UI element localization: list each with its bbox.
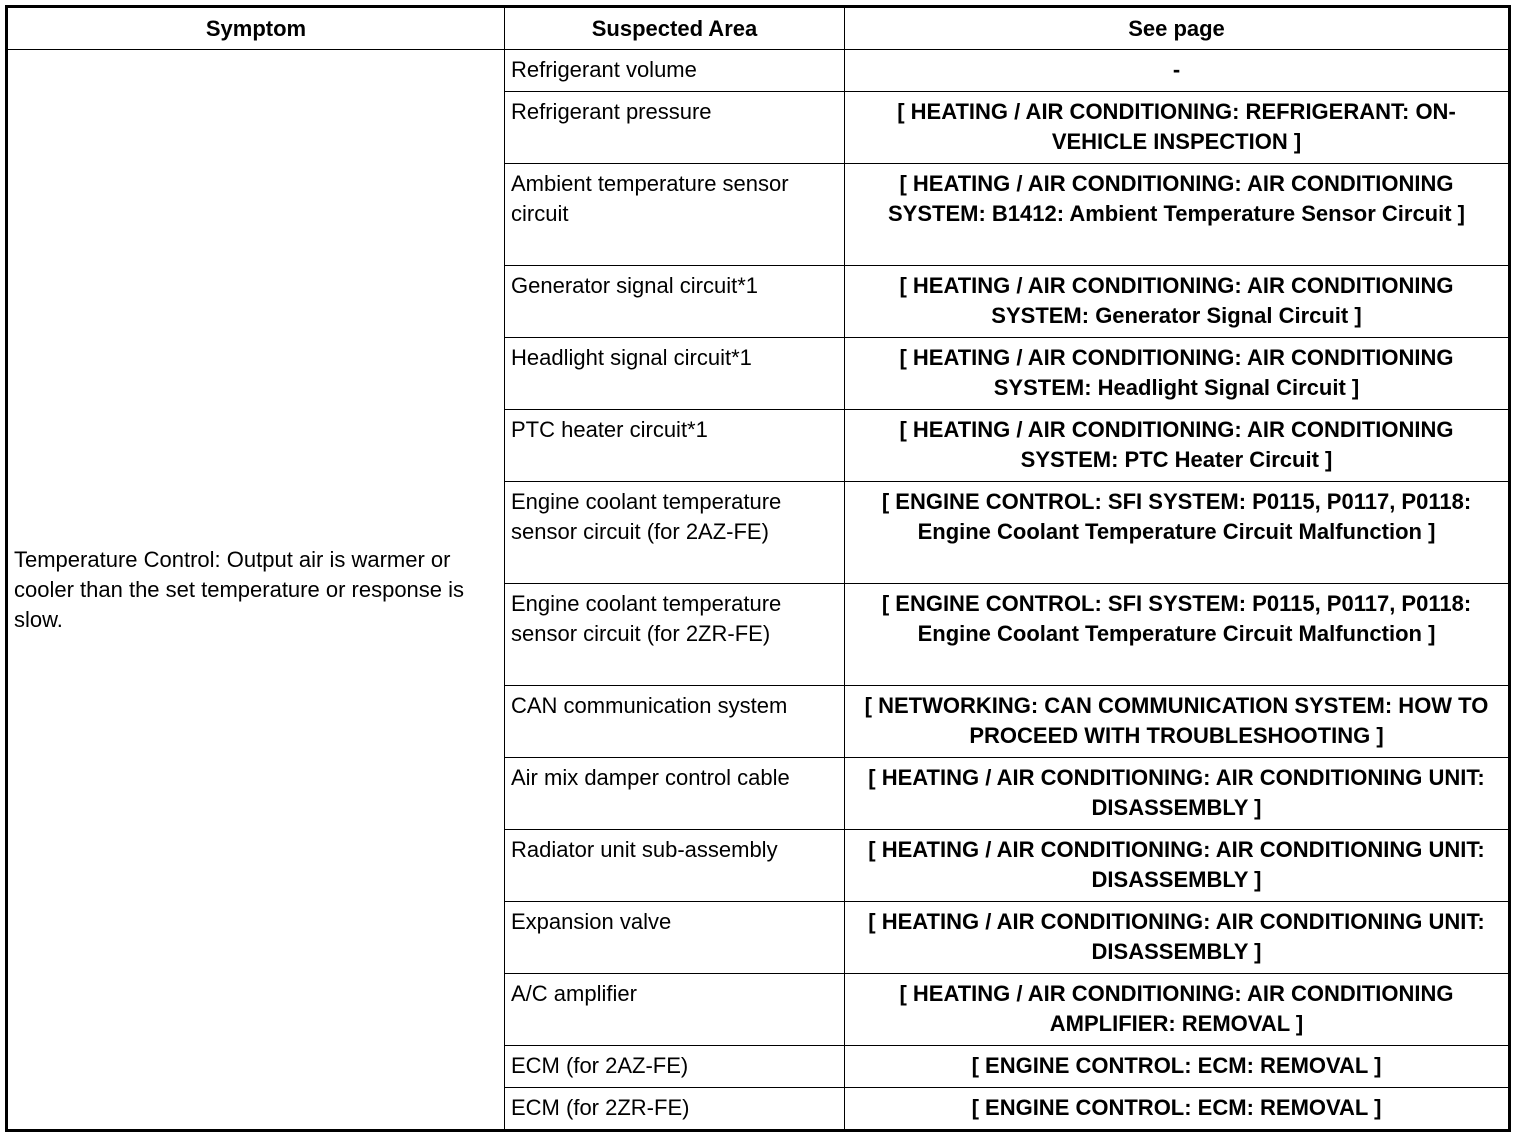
- see-page-link[interactable]: [ HEATING / AIR CONDITIONING: AIR CONDITIONING UNIT: DISASSEMBLY ]: [845, 830, 1510, 902]
- suspected-area-cell: ECM (for 2AZ-FE): [505, 1046, 845, 1088]
- symptom-cell: Temperature Control: Output air is warmer or cooler than the set temperature or response is slow.: [7, 50, 505, 1131]
- see-page-link[interactable]: [ ENGINE CONTROL: ECM: REMOVAL ]: [845, 1088, 1510, 1131]
- see-page-link[interactable]: [ HEATING / AIR CONDITIONING: AIR CONDITIONING SYSTEM: PTC Heater Circuit ]: [845, 410, 1510, 482]
- document-page: [5, 5, 1511, 1132]
- suspected-area-cell: ECM (for 2ZR-FE): [505, 1088, 845, 1131]
- header-row: [7, 7, 1510, 50]
- header-suspected-area: Suspected Area: [505, 7, 845, 50]
- see-page-link[interactable]: [ NETWORKING: CAN COMMUNICATION SYSTEM: HOW TO PROCEED WITH TROUBLESHOOTING ]: [845, 686, 1510, 758]
- see-page-link[interactable]: [ ENGINE CONTROL: SFI SYSTEM: P0115, P0117, P0118: Engine Coolant Temperature Circuit Malfunction ]: [845, 482, 1510, 584]
- suspected-area-cell: Ambient temperature sensor circuit: [505, 164, 845, 266]
- see-page-link[interactable]: [ HEATING / AIR CONDITIONING: AIR CONDITIONING UNIT: DISASSEMBLY ]: [845, 758, 1510, 830]
- see-page-link[interactable]: [ ENGINE CONTROL: ECM: REMOVAL ]: [845, 1046, 1510, 1088]
- see-page-link[interactable]: [ HEATING / AIR CONDITIONING: REFRIGERANT: ON-VEHICLE INSPECTION ]: [845, 92, 1510, 164]
- suspected-area-cell: Expansion valve: [505, 902, 845, 974]
- see-page-link[interactable]: [ HEATING / AIR CONDITIONING: AIR CONDITIONING SYSTEM: B1412: Ambient Temperature Sensor Circuit ]: [845, 164, 1510, 266]
- suspected-area-cell: Engine coolant temperature sensor circuit (for 2ZR-FE): [505, 584, 845, 686]
- suspected-area-cell: Air mix damper control cable: [505, 758, 845, 830]
- suspected-area-cell: Generator signal circuit*1: [505, 266, 845, 338]
- suspected-area-cell: Radiator unit sub-assembly: [505, 830, 845, 902]
- header-symptom: Symptom: [7, 7, 505, 50]
- table-row: [7, 50, 1510, 92]
- see-page-link[interactable]: [ ENGINE CONTROL: SFI SYSTEM: P0115, P0117, P0118: Engine Coolant Temperature Circuit Malfunction ]: [845, 584, 1510, 686]
- suspected-area-cell: PTC heater circuit*1: [505, 410, 845, 482]
- suspected-area-cell: A/C amplifier: [505, 974, 845, 1046]
- suspected-area-cell: Refrigerant pressure: [505, 92, 845, 164]
- see-page-cell: -: [845, 50, 1510, 92]
- see-page-link[interactable]: [ HEATING / AIR CONDITIONING: AIR CONDITIONING SYSTEM: Generator Signal Circuit ]: [845, 266, 1510, 338]
- suspected-area-cell: CAN communication system: [505, 686, 845, 758]
- suspected-area-cell: Headlight signal circuit*1: [505, 338, 845, 410]
- troubleshooting-table: [5, 5, 1511, 1132]
- see-page-link[interactable]: [ HEATING / AIR CONDITIONING: AIR CONDITIONING SYSTEM: Headlight Signal Circuit ]: [845, 338, 1510, 410]
- see-page-link[interactable]: [ HEATING / AIR CONDITIONING: AIR CONDITIONING AMPLIFIER: REMOVAL ]: [845, 974, 1510, 1046]
- suspected-area-cell: Refrigerant volume: [505, 50, 845, 92]
- header-see-page: See page: [845, 7, 1510, 50]
- see-page-link[interactable]: [ HEATING / AIR CONDITIONING: AIR CONDITIONING UNIT: DISASSEMBLY ]: [845, 902, 1510, 974]
- suspected-area-cell: Engine coolant temperature sensor circuit (for 2AZ-FE): [505, 482, 845, 584]
- table-header: [7, 7, 1510, 50]
- table-body: [7, 50, 1510, 1131]
